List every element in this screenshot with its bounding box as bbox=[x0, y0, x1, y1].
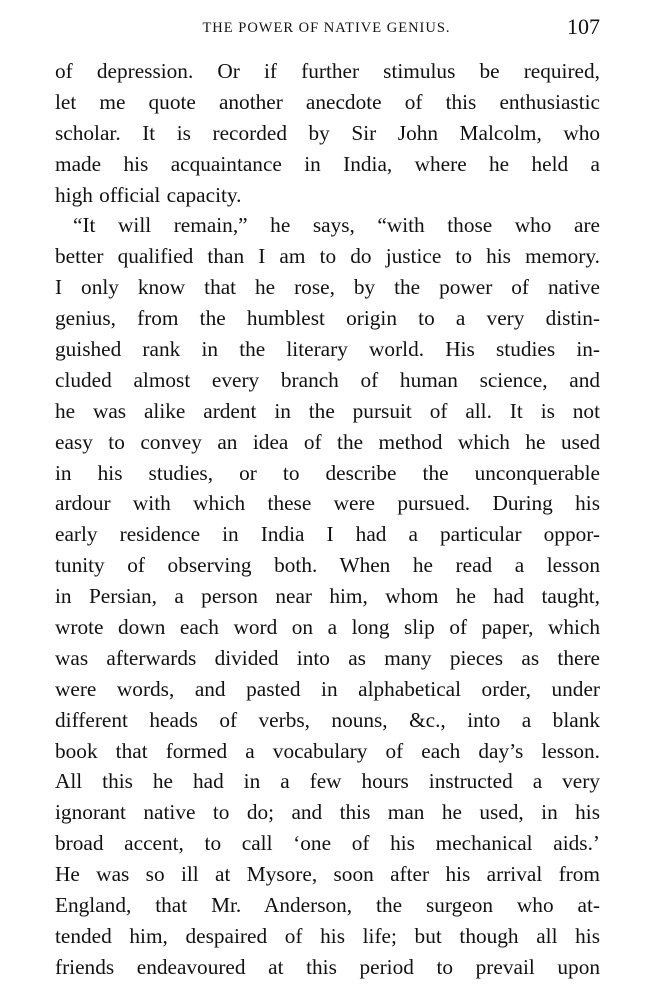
text-line: let me quote another anecdote of this enthusiastic bbox=[55, 89, 600, 114]
text-line: friends endeavoured at this period to prevail upon bbox=[55, 954, 600, 979]
running-title: THE POWER OF NATIVE GENIUS. bbox=[202, 20, 451, 36]
text-line: high official capacity. bbox=[55, 182, 242, 207]
text-line: I only know that he rose, by the power of native bbox=[55, 275, 600, 300]
text-line: in Persian, a person near him, whom he had taught, bbox=[55, 584, 600, 609]
page-body bbox=[55, 56, 600, 983]
text-line: England, that Mr. Anderson, the surgeon who at- bbox=[55, 893, 600, 918]
text-line: easy to convey an idea of the method which he used bbox=[55, 429, 600, 454]
text-line: All this he had in a few hours instructed a very bbox=[55, 769, 600, 794]
text-line: ardour with which these were pursued. During his bbox=[55, 491, 600, 516]
text-line: wrote down each word on a long slip of paper, which bbox=[55, 615, 600, 640]
text-line: was afterwards divided into as many pieces as there bbox=[55, 645, 600, 670]
text-line: book that formed a vocabulary of each day’s lesson. bbox=[55, 738, 600, 763]
text-line: tunity of observing both. When he read a lesson bbox=[55, 553, 600, 578]
text-line: scholar. It is recorded by Sir John Malcolm, who bbox=[55, 120, 600, 145]
text-line: ignorant native to do; and this man he used, in his bbox=[55, 800, 600, 825]
text-line: cluded almost every branch of human science, and bbox=[55, 367, 600, 392]
text-line: early residence in India I had a particular oppor- bbox=[55, 522, 600, 547]
text-line: in his studies, or to describe the unconquerable bbox=[55, 460, 600, 485]
text-line: better qualified than I am to do justice to his memory. bbox=[55, 244, 600, 269]
page-header bbox=[55, 14, 598, 42]
text-line: guished rank in the literary world. His studies in- bbox=[55, 337, 600, 362]
text-line: genius, from the humblest origin to a very distin- bbox=[55, 306, 600, 331]
text-line: “It will remain,” he says, “with those who are bbox=[73, 213, 600, 238]
text-line: he was alike ardent in the pursuit of all. It is not bbox=[55, 398, 600, 423]
text-line: were words, and pasted in alphabetical order, under bbox=[55, 676, 600, 701]
text-line: He was so ill at Mysore, soon after his arrival from bbox=[55, 862, 600, 887]
page-number: 107 bbox=[567, 14, 600, 39]
text-line: different heads of verbs, nouns, &c., into a blank bbox=[55, 707, 600, 732]
text-line: tended him, despaired of his life; but though all his bbox=[55, 923, 600, 948]
text-line: made his acquaintance in India, where he held a bbox=[55, 151, 600, 176]
text-line: of depression. Or if further stimulus be required, bbox=[55, 59, 600, 83]
text-line: broad accent, to call ‘one of his mechanical aids.’ bbox=[55, 831, 600, 856]
